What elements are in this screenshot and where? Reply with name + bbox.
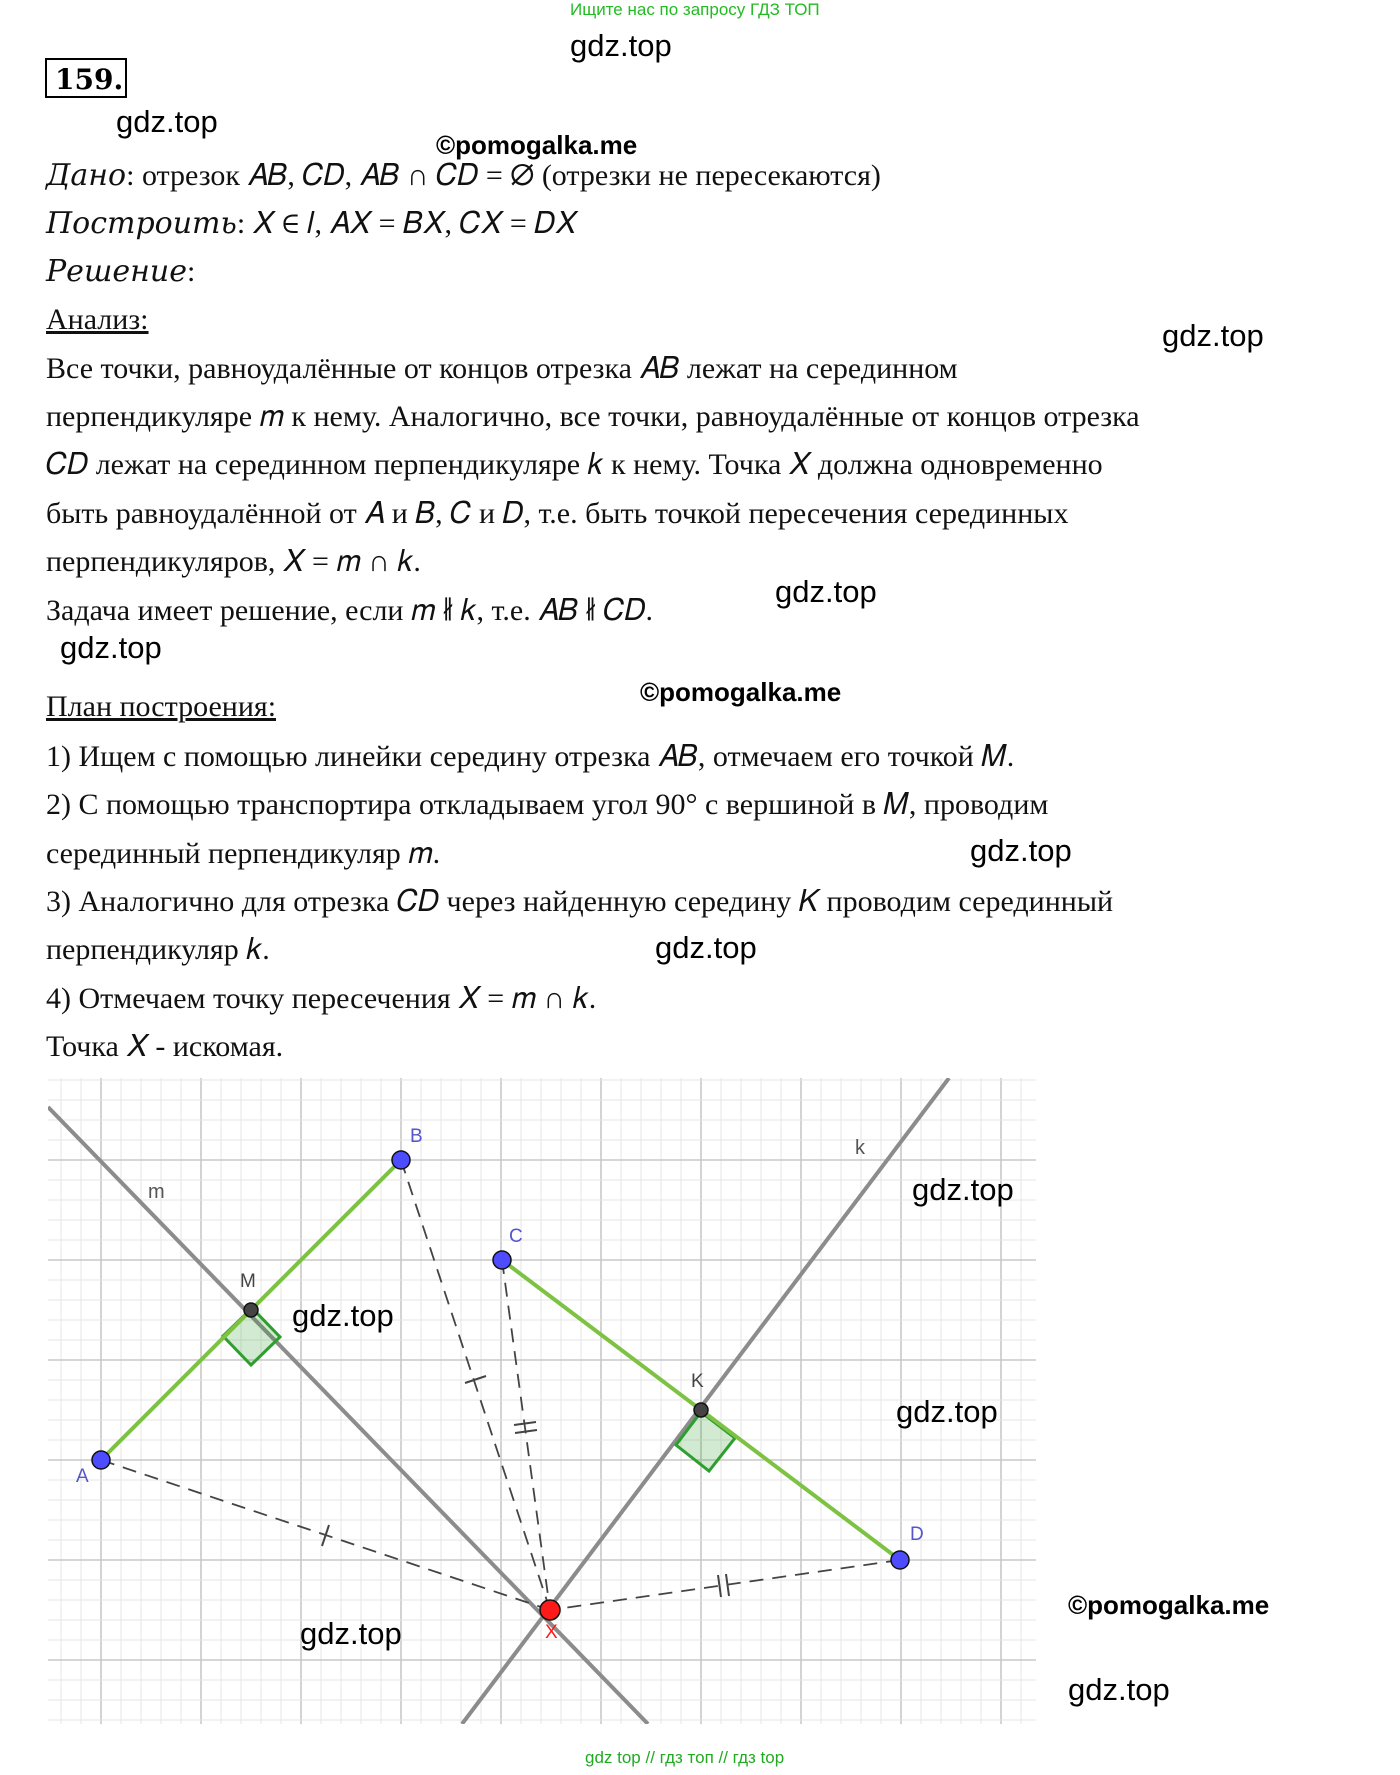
- top-banner[interactable]: Ищите нас по запросу ГДЗ ТОП: [570, 0, 820, 19]
- copyright: ©pomogalka.me: [436, 130, 638, 160]
- point-k: [694, 1403, 708, 1417]
- problem-number: 159.: [45, 58, 127, 98]
- analysis-line: 𝐶𝐷 лежат на серединном перпендикуляре 𝑘 к нему. Точка 𝑋 должна одновременно: [46, 448, 1103, 481]
- given-text: : отрезок 𝐴𝐵, 𝐶𝐷, 𝐴𝐵 ∩ 𝐶𝐷 = ∅ (отрезки не пересекаются): [126, 159, 881, 192]
- label-line-m: m: [148, 1181, 165, 1203]
- bottom-banner[interactable]: gdz top // гдз топ // гдз top: [585, 1748, 785, 1767]
- label-c: C: [509, 1226, 523, 1247]
- construct-text: : 𝑋 ∈ 𝑙, 𝐴𝑋 = 𝐵𝑋, 𝐶𝑋 = 𝐷𝑋: [236, 207, 577, 240]
- label-b: B: [410, 1126, 423, 1147]
- label-d: D: [910, 1524, 924, 1545]
- label-m-point: M: [240, 1271, 256, 1292]
- solution-colon: :: [186, 255, 196, 288]
- point-b: [392, 1151, 410, 1169]
- watermark: gdz.top: [912, 1172, 1014, 1207]
- label-a: A: [76, 1466, 89, 1487]
- analysis-line: быть равноудалённой от 𝐴 и 𝐵, 𝐶 и 𝐷, т.е. быть точкой пересечения серединных: [46, 497, 1069, 530]
- copyright: ©pomogalka.me: [640, 677, 842, 707]
- analysis-line: Все точки, равноудалённые от концов отрезка 𝐴𝐵 лежат на серединном: [46, 352, 958, 385]
- analysis-line: перпендикуляре 𝑚 к нему. Аналогично, все точки, равноудалённые от концов отрезка: [46, 400, 1140, 433]
- plan-line: 4) Отмечаем точку пересечения 𝑋 = 𝑚 ∩ 𝑘.: [46, 982, 597, 1015]
- dashed-dx: [550, 1560, 900, 1610]
- watermark: gdz.top: [60, 630, 162, 665]
- watermark: gdz.top: [896, 1394, 998, 1429]
- plan-heading: План построения:: [46, 690, 277, 723]
- point-d: [891, 1551, 909, 1569]
- plan-line: перпендикуляр 𝑘.: [46, 933, 270, 966]
- watermark: gdz.top: [292, 1298, 394, 1333]
- point-m: [244, 1303, 258, 1317]
- analysis-line: Задача имеет решение, если 𝑚 ∦ 𝑘, т.е. 𝐴𝐵 ∦ 𝐶𝐷.: [46, 594, 654, 627]
- label-x: X: [545, 1622, 558, 1643]
- watermark: gdz.top: [570, 28, 672, 63]
- label-line-k: k: [855, 1137, 865, 1159]
- plan-line: серединный перпендикуляр 𝑚.: [46, 837, 441, 870]
- solution-label: Решение: [46, 254, 187, 289]
- bisector-k: [462, 1078, 949, 1724]
- watermark: gdz.top: [116, 104, 218, 139]
- point-a: [92, 1451, 110, 1469]
- watermark: gdz.top: [655, 930, 757, 965]
- analysis-heading: Анализ:: [46, 303, 149, 336]
- plan-line: 2) С помощью транспортира откладываем угол 90° с вершиной в 𝑀, проводим: [46, 788, 1049, 821]
- plan-line: Точка 𝑋 - искомая.: [46, 1030, 284, 1063]
- right-angle-k: [676, 1412, 735, 1471]
- watermark: gdz.top: [970, 833, 1072, 868]
- grid: [48, 1078, 1036, 1724]
- watermark: gdz.top: [775, 574, 877, 609]
- watermark: gdz.top: [1068, 1672, 1170, 1707]
- construct-label: Построить: [46, 206, 237, 241]
- plan-line: 1) Ищем с помощью линейки середину отрезка 𝐴𝐵, отмечаем его точкой 𝑀.: [46, 740, 1015, 773]
- point-c: [493, 1251, 511, 1269]
- label-k-point: K: [691, 1371, 704, 1392]
- dashed-cx: [502, 1260, 550, 1610]
- plan-line: 3) Аналогично для отрезка 𝐶𝐷 через найденную середину 𝐾 проводим серединный: [46, 885, 1114, 918]
- copyright: ©pomogalka.me: [1068, 1590, 1270, 1620]
- analysis-line: перпендикуляров, 𝑋 = 𝑚 ∩ 𝑘.: [46, 545, 421, 578]
- dashed-bx: [401, 1160, 550, 1610]
- watermark: gdz.top: [1162, 318, 1264, 353]
- watermark: gdz.top: [300, 1616, 402, 1651]
- point-x: [540, 1600, 560, 1620]
- given-label: Дано: [46, 158, 127, 193]
